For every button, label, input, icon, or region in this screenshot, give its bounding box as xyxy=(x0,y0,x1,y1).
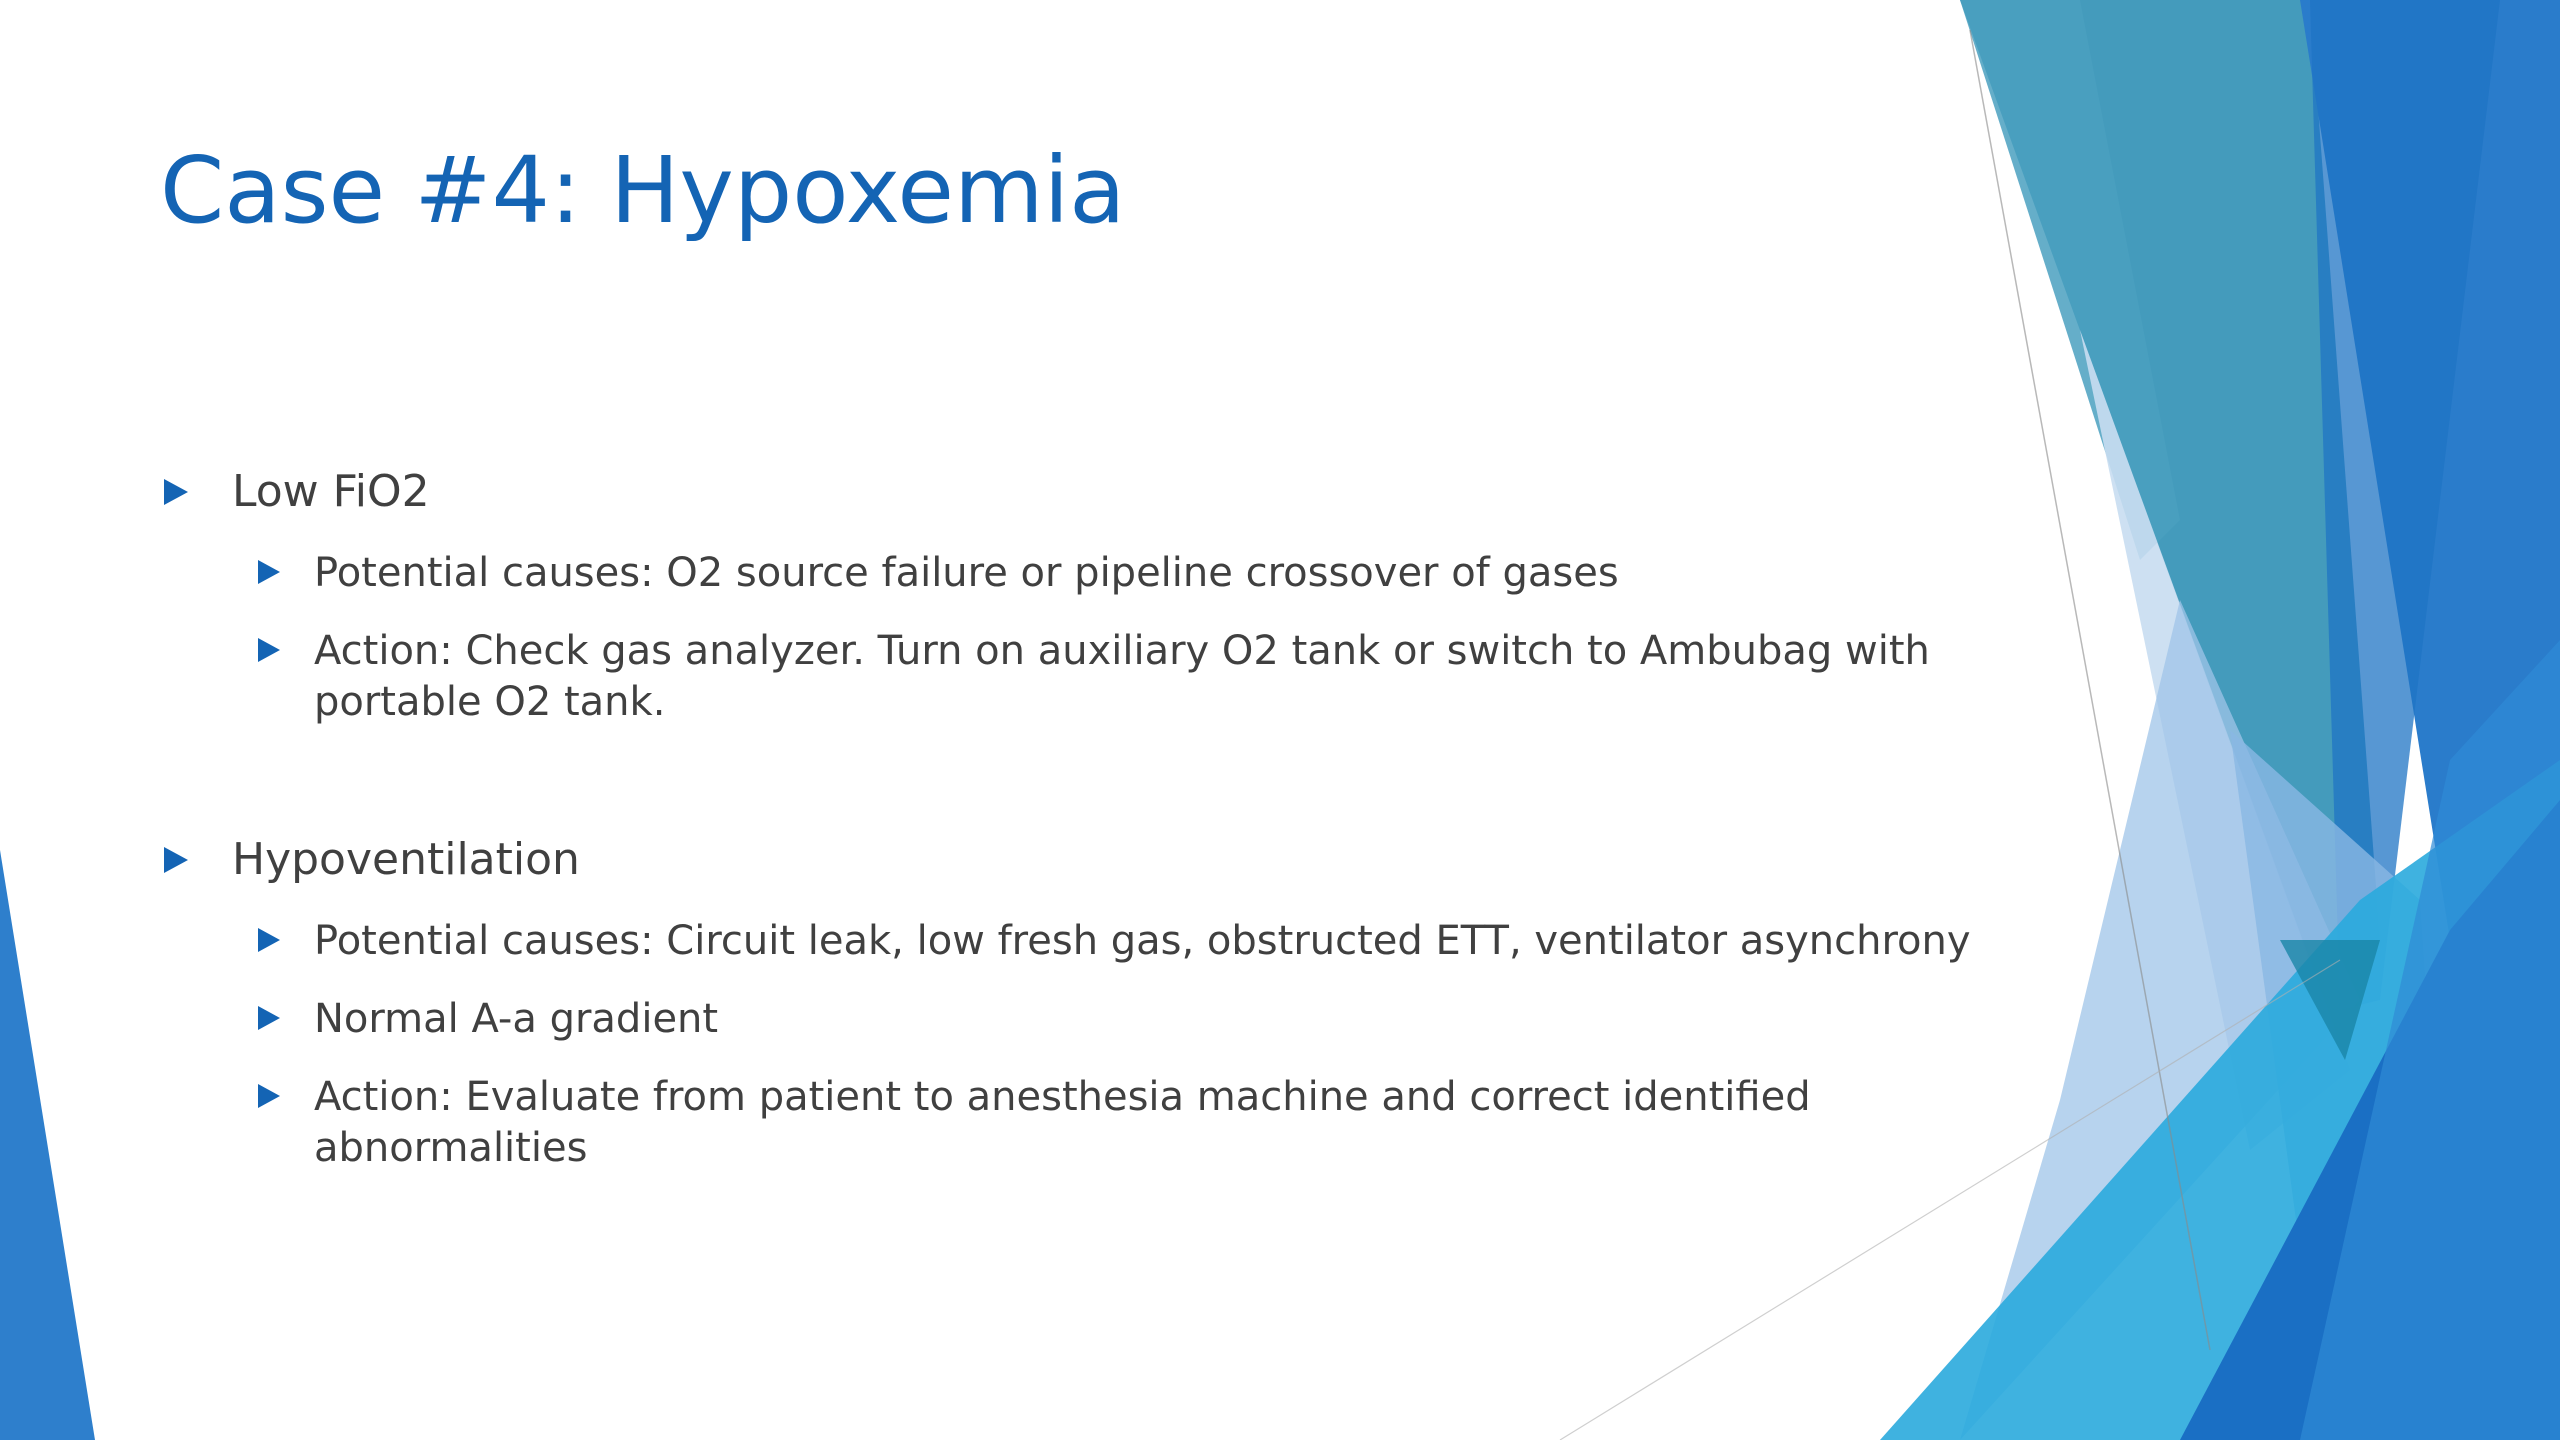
sub-bullet-arrow-icon xyxy=(258,1084,280,1108)
sub-bullet-text: Normal A-a gradient xyxy=(314,996,719,1042)
sub-bullet-gradient xyxy=(258,994,1974,1045)
sub-bullet-text: Potential causes: O2 source failure or pipeline crossover of gases xyxy=(314,550,1619,596)
sub-bullet-arrow-icon xyxy=(258,928,280,952)
sub-bullet-causes-fio2 xyxy=(258,548,1974,599)
sub-bullet-text: Action: Check gas analyzer. Turn on auxiliary O2 tank or switch to Ambubag with portable O2 tank. xyxy=(314,628,1930,726)
sub-bullet-action-fio2 xyxy=(258,626,1974,728)
sub-bullet-text: Potential causes: Circuit leak, low fresh gas, obstructed ETT, ventilator asynchrony xyxy=(314,918,1971,964)
bullet-label: Hypoventilation xyxy=(232,834,580,885)
bullet-low-fio2 xyxy=(164,466,430,519)
bullet-arrow-icon xyxy=(164,479,188,505)
bullet-hypoventilation xyxy=(164,834,580,887)
sub-bullet-causes-hypovent xyxy=(258,916,1974,967)
sub-bullet-text: Action: Evaluate from patient to anesthesia machine and correct identified abnormalities xyxy=(314,1074,1811,1172)
bullet-label: Low FiO2 xyxy=(232,466,430,517)
sub-bullet-action-hypovent xyxy=(258,1072,1974,1174)
sub-bullet-arrow-icon xyxy=(258,560,280,584)
bullet-arrow-icon xyxy=(164,847,188,873)
sub-bullet-arrow-icon xyxy=(258,638,280,662)
sub-bullet-arrow-icon xyxy=(258,1006,280,1030)
slide-title: Case #4: Hypoxemia xyxy=(160,137,1126,244)
